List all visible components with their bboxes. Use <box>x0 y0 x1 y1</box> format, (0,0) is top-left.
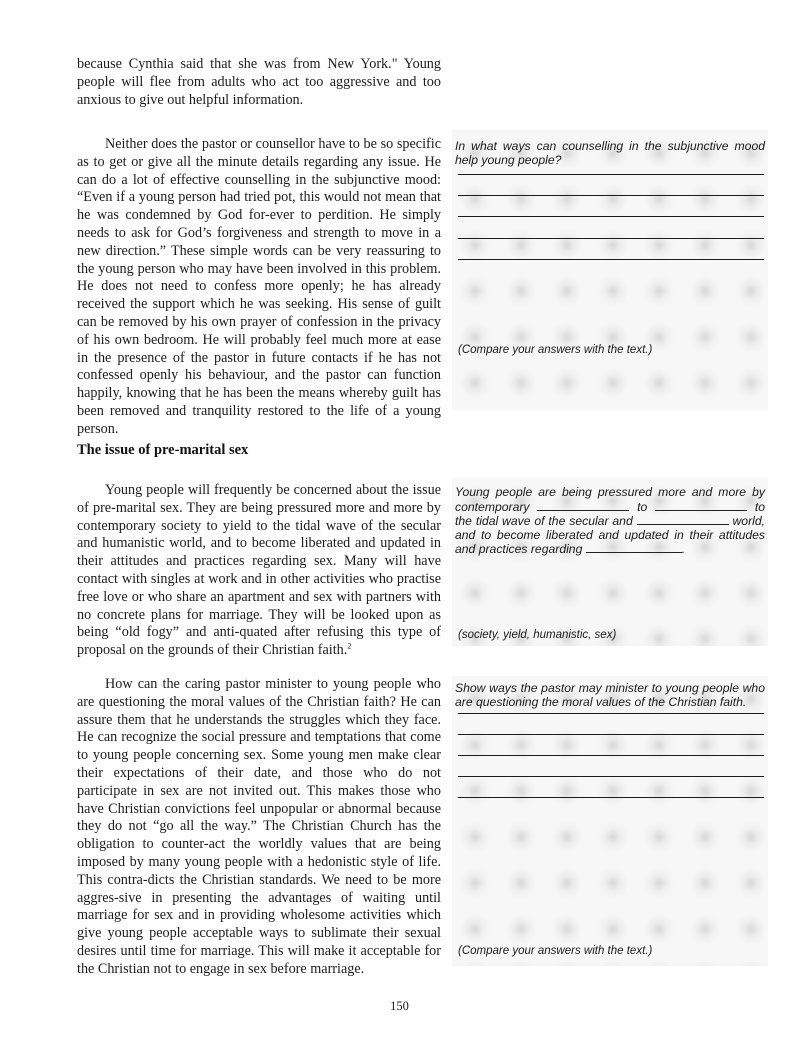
exercise-3-answer-line-4[interactable] <box>458 776 764 777</box>
subjunctive-mood-paragraph: Neither does the pastor or counsellor have to be so specific as to get or give all the minute details regarding any issue. He can do a lot of effective counselling in the subjunctive mood: “Even if a young person had tried pot, this would not mean that he was condemned by God for-ever to perdition. He simply needs to ask for God’s forgiveness and strength to move in a new direction.” These simple words can be very reassuring to the young person who may have been involved in this problem. He does not need to confess more openly; he has already received the support which he was seeking. His sense of guilt can be removed by his own prayer of confession in the privacy of his own bedroom. He will probably feel much more at ease in the presence of the pastor in future contacts if he has not confessed openly his behaviour, and the pastor can function happily, knowing that he has been the means whereby guilt has been removed and tranquility restored to the life of a young person. <box>77 136 441 437</box>
exercise-2-prompt <box>455 486 765 557</box>
footnote-marker: 2 <box>347 641 352 651</box>
exercise-3-prompt: Show ways the pastor may minister to young people who are questioning the moral values of the Christian faith. <box>455 681 765 709</box>
exercise-1-answer-line-5[interactable] <box>458 259 764 260</box>
premarital-sex-paragraph <box>77 482 441 660</box>
exercise-1 <box>455 140 765 167</box>
section-heading: The issue of pre-marital sex <box>77 442 249 458</box>
exercise-2-text-4: world, and to become liberated and updated in their attitudes and practices regarding <box>455 514 765 557</box>
blank-3[interactable] <box>637 514 729 525</box>
exercise-3-answer-line-1[interactable] <box>458 713 764 714</box>
exercise-2-text-3: to the tidal wave of the secular and <box>455 499 765 529</box>
blank-2[interactable] <box>655 500 747 511</box>
exercise-3-shaded-panel <box>452 676 768 966</box>
page-number: 150 <box>390 999 409 1013</box>
exercise-1-answer-line-1[interactable] <box>458 174 764 175</box>
blank-4[interactable] <box>586 542 682 553</box>
exercise-1-prompt: In what ways can counselling in the subjunctive mood help young people? <box>455 139 765 167</box>
exercise-1-shaded-panel <box>452 130 768 410</box>
premarital-sex-text: Young people will frequently be concerned about the issue of pre-marital sex. They are being pressured more and more by contemporary society to yield to the tidal wave of the secular and humanistic world, and to become liberated and updated in their attitudes and practices regarding sex. Many will have contact with singles at work and in other activities who practise free love or who share an apartment and sex with partners with no concrete plans for marriage. They will be looked upon as being “old fogy” and anti-quated after refusing this type of proposal on the grounds of their Christian faith. <box>77 482 441 659</box>
exercise-2-answers: (society, yield, humanistic, sex) <box>458 629 617 641</box>
blank-1[interactable] <box>537 500 629 511</box>
exercise-3-answer-line-3[interactable] <box>458 755 764 756</box>
exercise-3 <box>455 682 765 709</box>
exercise-3-compare-note: (Compare your answers with the text.) <box>458 945 653 957</box>
exercise-3-answer-line-2[interactable] <box>458 734 764 735</box>
exercise-2 <box>455 486 765 557</box>
exercise-1-answer-line-2[interactable] <box>458 195 764 196</box>
exercise-1-answer-line-3[interactable] <box>458 216 764 217</box>
exercise-2-text-1: Young people are being pressured more and more by contemporary <box>455 485 765 514</box>
exercise-3-answer-line-5[interactable] <box>458 797 764 798</box>
exercise-1-answer-line-4[interactable] <box>458 238 764 239</box>
exercise-2-text-end: . <box>681 542 686 557</box>
minister-paragraph: How can the caring pastor minister to young people who are questioning the moral values of the Christian faith? He can assure them that he understands the struggles which they face. He can recognize the social pressure and temptations that come to young people concerning sex. Some young men make clear their expectations of their date, and those who do not participate in sex are not invited out. This makes those who have Christian convictions feel unpopular or abnormal because they do not “go all the way.” The Christian Church has the obligation to counter-act the worldly values that are being imposed by many young people with a hedonistic style of life. This contra-dicts the Christian standards. We need to be more aggres-sive in presenting the advantages of waiting until marriage for sex and in providing wholesome activities which give young people acceptable ways to sublimate their sexual desires until time for marriage. This will make it acceptable for the Christian not to engage in sex before marriage. <box>77 676 441 977</box>
exercise-2-text-2: to <box>637 499 648 514</box>
intro-paragraph: because Cynthia said that she was from New York." Young people will flee from adults who act too aggressive and too anxious to give out helpful information. <box>77 56 441 108</box>
exercise-1-compare-note: (Compare your answers with the text.) <box>458 344 653 356</box>
